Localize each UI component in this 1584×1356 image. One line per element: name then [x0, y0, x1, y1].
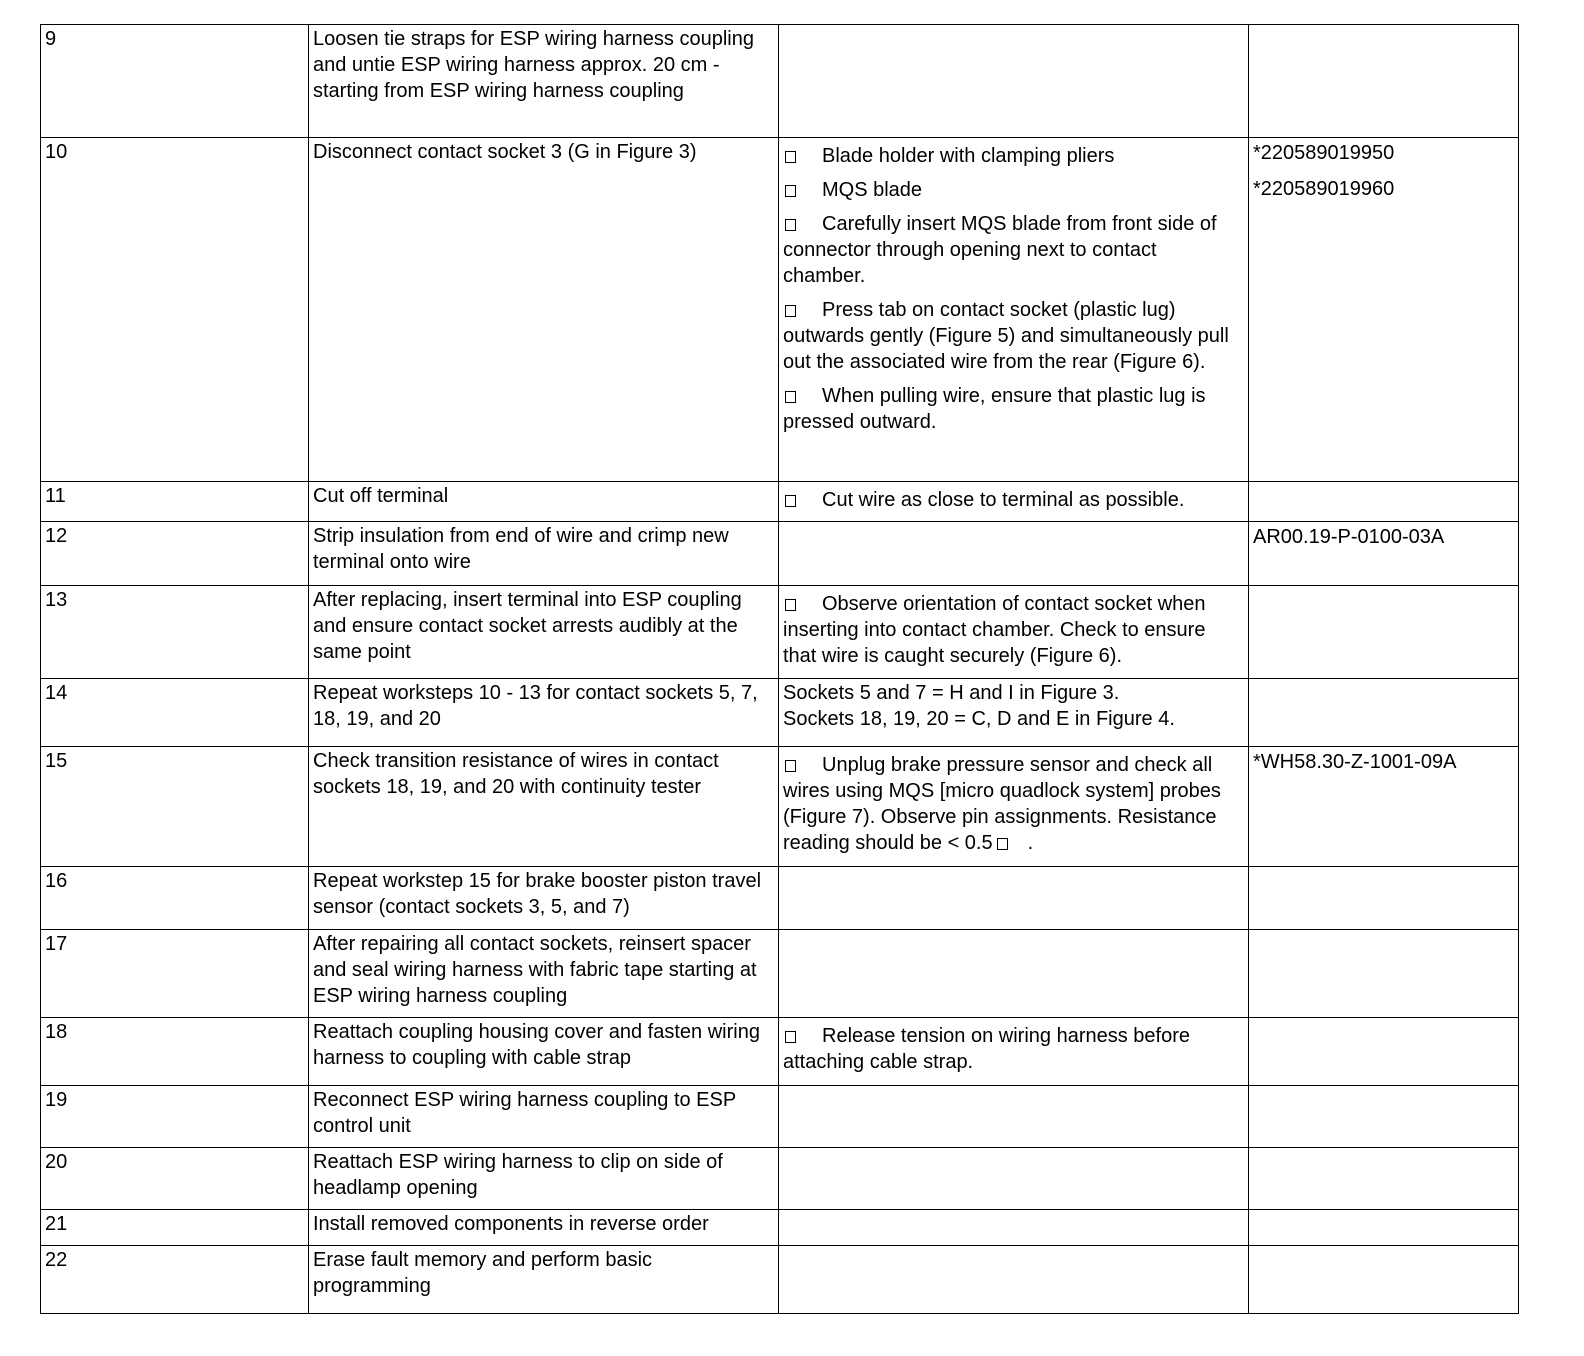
- step-reference: [1249, 586, 1519, 679]
- step-reference: [1249, 522, 1519, 586]
- note-item: [783, 177, 1244, 203]
- step-action: Reconnect ESP wiring harness coupling to ESP control unit: [309, 1086, 779, 1148]
- table-row: [41, 586, 1519, 679]
- step-reference: [1249, 679, 1519, 747]
- step-number: 13: [41, 586, 309, 679]
- step-notes: [779, 138, 1249, 482]
- document-reference: AR00.19-P-0100-03A: [1253, 526, 1445, 548]
- table-row: [41, 679, 1519, 747]
- table-row: [41, 522, 1519, 586]
- step-number: 18: [41, 1018, 309, 1086]
- step-notes: [779, 1246, 1249, 1314]
- table-row: [41, 138, 1519, 482]
- step-number: 20: [41, 1148, 309, 1210]
- checkbox-bullet-icon: [785, 305, 796, 317]
- step-notes: [779, 25, 1249, 138]
- table-row: [41, 1086, 1519, 1148]
- note-item: [783, 752, 1244, 856]
- checkbox-bullet-icon: [785, 760, 796, 772]
- note-item: [783, 297, 1244, 375]
- note-text: Sockets 18, 19, 20 = C, D and E in Figure 4.: [783, 708, 1175, 730]
- step-reference: [1249, 138, 1519, 482]
- step-action: Check transition resistance of wires in contact sockets 18, 19, and 20 with continuity tester: [309, 747, 779, 867]
- table-row: [41, 482, 1519, 522]
- step-action: Reattach coupling housing cover and fasten wiring harness to coupling with cable strap: [309, 1018, 779, 1086]
- step-notes: [779, 1018, 1249, 1086]
- checkbox-bullet-icon: [785, 1031, 796, 1043]
- table-row: [41, 1018, 1519, 1086]
- step-number: 21: [41, 1210, 309, 1246]
- step-action: Cut off terminal: [309, 482, 779, 522]
- note-text: Blade holder with clamping pliers: [822, 145, 1115, 167]
- step-reference: [1249, 1018, 1519, 1086]
- worksteps-table: [40, 24, 1519, 1314]
- step-action: Install removed components in reverse order: [309, 1210, 779, 1246]
- note-text: When pulling wire, ensure that plastic lug is pressed outward.: [783, 385, 1206, 433]
- table-row: [41, 930, 1519, 1018]
- step-notes: [779, 586, 1249, 679]
- note-text: Carefully insert MQS blade from front side of connector through opening next to contact chamber.: [783, 213, 1217, 287]
- step-number: 14: [41, 679, 309, 747]
- step-notes: [779, 1210, 1249, 1246]
- step-action: After repairing all contact sockets, reinsert spacer and seal wiring harness with fabric tape starting at ESP wiring harness coupling: [309, 930, 779, 1018]
- step-notes: [779, 867, 1249, 930]
- note-text: Observe orientation of contact socket when inserting into contact chamber. Check to ensure that wire is caught securely (Figure 6).: [783, 593, 1206, 667]
- part-number: *220589019960: [1253, 178, 1395, 200]
- step-number: 19: [41, 1086, 309, 1148]
- step-notes: [779, 679, 1249, 747]
- step-number: 17: [41, 930, 309, 1018]
- note-item: [783, 143, 1244, 169]
- step-notes: [779, 482, 1249, 522]
- step-action: Disconnect contact socket 3 (G in Figure 3): [309, 138, 779, 482]
- document-reference: *WH58.30-Z-1001-09A: [1253, 751, 1457, 773]
- step-reference: [1249, 1210, 1519, 1246]
- step-action: Loosen tie straps for ESP wiring harness coupling and untie ESP wiring harness approx. 20 cm - starting from ESP wiring harness coupling: [309, 25, 779, 138]
- step-action: Erase fault memory and perform basic programming: [309, 1246, 779, 1314]
- note-item: [783, 1023, 1244, 1075]
- step-number: 11: [41, 482, 309, 522]
- step-number: 9: [41, 25, 309, 138]
- checkbox-bullet-icon: [785, 185, 796, 197]
- ohm-symbol-icon: [997, 838, 1008, 850]
- step-number: 15: [41, 747, 309, 867]
- checkbox-bullet-icon: [785, 599, 796, 611]
- step-notes: [779, 1148, 1249, 1210]
- note-item: [783, 487, 1244, 513]
- part-number: *220589019950: [1253, 142, 1395, 164]
- step-reference: [1249, 747, 1519, 867]
- step-action: Strip insulation from end of wire and crimp new terminal onto wire: [309, 522, 779, 586]
- step-action: Repeat workstep 15 for brake booster piston travel sensor (contact sockets 3, 5, and 7): [309, 867, 779, 930]
- note-text: Sockets 5 and 7 = H and I in Figure 3.: [783, 682, 1120, 704]
- checkbox-bullet-icon: [785, 495, 796, 507]
- step-reference: [1249, 867, 1519, 930]
- step-action: Repeat worksteps 10 - 13 for contact sockets 5, 7, 18, 19, and 20: [309, 679, 779, 747]
- note-item: [783, 591, 1244, 669]
- step-action: After replacing, insert terminal into ESP coupling and ensure contact socket arrests audibly at the same point: [309, 586, 779, 679]
- note-text: Cut wire as close to terminal as possible.: [822, 489, 1185, 511]
- table-row: [41, 867, 1519, 930]
- step-notes: [779, 522, 1249, 586]
- note-item: [783, 383, 1244, 435]
- step-reference: [1249, 1086, 1519, 1148]
- checkbox-bullet-icon: [785, 219, 796, 231]
- step-number: 12: [41, 522, 309, 586]
- step-number: 10: [41, 138, 309, 482]
- step-notes: [779, 1086, 1249, 1148]
- checkbox-bullet-icon: [785, 391, 796, 403]
- checkbox-bullet-icon: [785, 151, 796, 163]
- note-text: Unplug brake pressure sensor and check all wires using MQS [micro quadlock system] probes (Figure 7). Observe pin assignments. Resistance reading should be < 0.5: [783, 754, 1221, 854]
- table-row: [41, 747, 1519, 867]
- step-reference: [1249, 25, 1519, 138]
- table-row: [41, 1148, 1519, 1210]
- table-row: [41, 1210, 1519, 1246]
- note-item: [783, 211, 1244, 289]
- table-row: [41, 25, 1519, 138]
- note-text: Press tab on contact socket (plastic lug) outwards gently (Figure 5) and simultaneously pull out the associated wire from the rear (Figure 6).: [783, 299, 1229, 373]
- step-reference: [1249, 482, 1519, 522]
- step-reference: [1249, 1148, 1519, 1210]
- step-reference: [1249, 1246, 1519, 1314]
- table-row: [41, 1246, 1519, 1314]
- note-text: MQS blade: [822, 179, 923, 201]
- step-action: Reattach ESP wiring harness to clip on side of headlamp opening: [309, 1148, 779, 1210]
- step-reference: [1249, 930, 1519, 1018]
- step-notes: [779, 930, 1249, 1018]
- note-text: Release tension on wiring harness before attaching cable strap.: [783, 1025, 1190, 1073]
- step-number: 16: [41, 867, 309, 930]
- step-number: 22: [41, 1246, 309, 1314]
- note-tail: .: [1027, 832, 1034, 854]
- step-notes: [779, 747, 1249, 867]
